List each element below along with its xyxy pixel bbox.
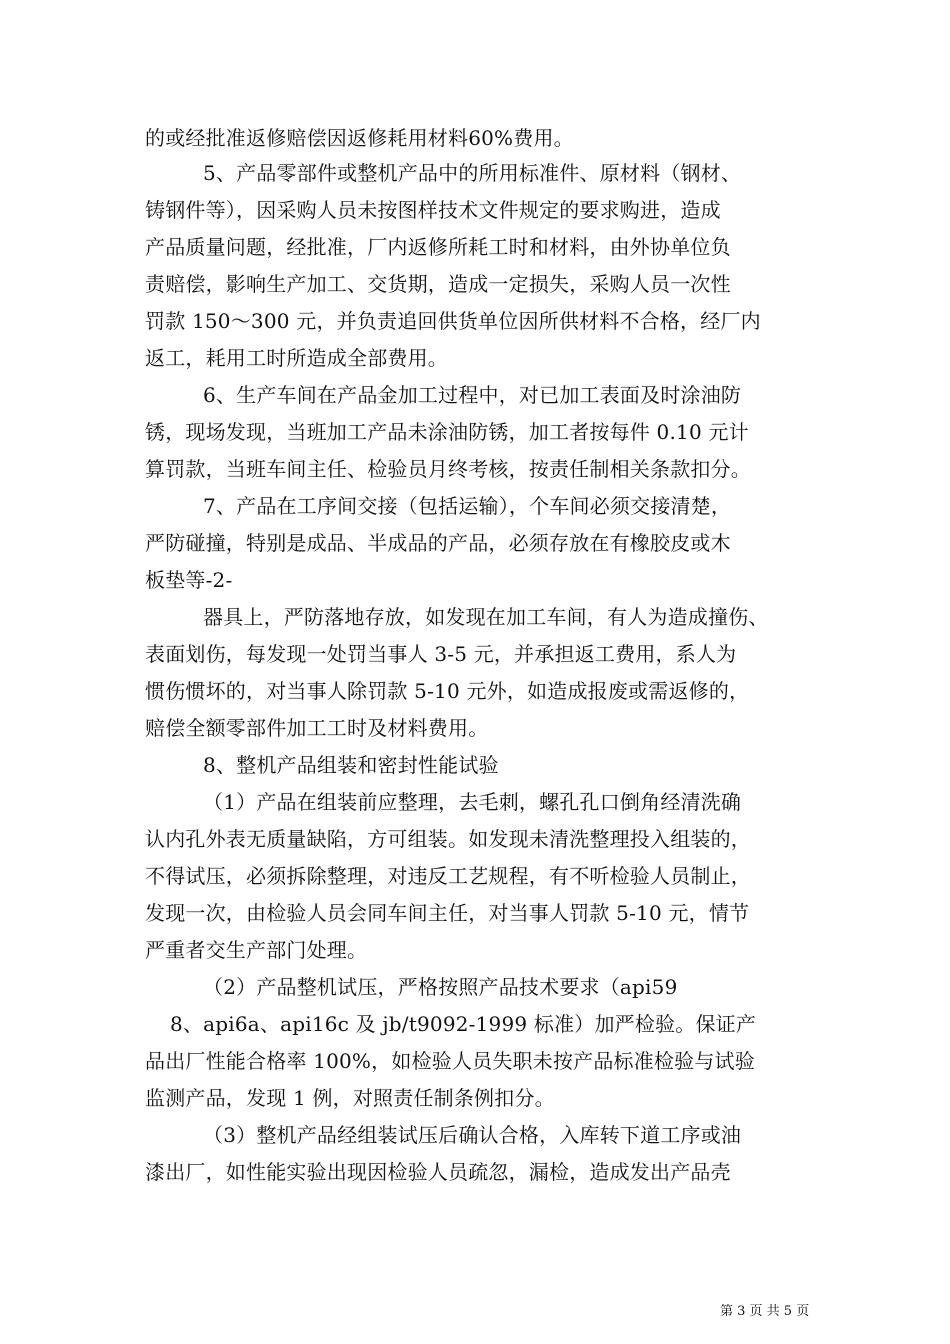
- text-line: 表面划伤，每发现一处罚当事人 3-5 元，并承担返工费用，系人为: [145, 642, 737, 666]
- text-line: 铸钢件等），因采购人员未按图样技术文件规定的要求购进，造成: [145, 198, 721, 222]
- text-line: （3）整机产品经组装试压后确认合格，入库转下道工序或油: [203, 1123, 742, 1147]
- text-line: 算罚款，当班车间主任、检验员月终考核，按责任制相关条款扣分。: [145, 457, 751, 481]
- text-line: 监测产品，发现 1 例，对照责任制条例扣分。: [145, 1086, 555, 1110]
- text-line: 严防碰撞，特别是成品、半成品的产品，必须存放在有橡胶皮或木: [145, 531, 731, 555]
- text-line: 赔偿全额零部件加工工时及材料费用。: [145, 716, 489, 740]
- text-line: 7、产品在工序间交接（包括运输），个车间必须交接清楚，: [203, 494, 732, 518]
- text-line: 不得试压，必须拆除整理，对违反工艺规程，有不听检验人员制止，: [145, 864, 751, 888]
- text-line: 发现一次，由检验人员会同车间主任，对当事人罚款 5-10 元，情节: [145, 901, 750, 925]
- text-line: 的或经批准返修赔偿因返修耗用材料60%费用。: [145, 126, 574, 150]
- text-line: 责赔偿，影响生产加工、交货期，造成一定损失，采购人员一次性: [145, 272, 731, 296]
- text-line: （1）产品在组装前应整理，去毛刺，螺孔孔口倒角经清洗确: [203, 790, 742, 814]
- text-line: 8、整机产品组装和密封性能试验: [203, 753, 499, 777]
- text-line: 返工，耗用工时所造成全部费用。: [145, 346, 448, 370]
- text-line: 板垫等-2-: [145, 568, 233, 592]
- text-line: 锈，现场发现，当班加工产品未涂油防锈，加工者按每件 0.10 元计: [145, 420, 749, 444]
- page-number: 第 3 页 共 5 页: [720, 1304, 810, 1319]
- text-line: 认内孔外表无质量缺陷，方可组装。如发现未清洗整理投入组装的，: [145, 827, 751, 851]
- text-line: 漆出厂，如性能实验出现因检验人员疏忽，漏检，造成发出产品壳: [145, 1160, 731, 1184]
- text-line: 产品质量问题，经批准，厂内返修所耗工时和材料，由外协单位负: [145, 235, 731, 259]
- text-line: 严重者交生产部门处理。: [145, 938, 368, 962]
- text-line: 器具上，严防落地存放，如发现在加工车间，有人为造成撞伤、: [203, 605, 769, 629]
- text-line: 惯伤惯坏的，对当事人除罚款 5-10 元外，如造成报废或需返修的，: [145, 679, 750, 703]
- text-line: （2）产品整机试压，严格按照产品技术要求（api59: [203, 975, 678, 999]
- text-line: 8、api6a、api16c 及 jb/t9092-1999 标准）加严检验。保证产: [170, 1012, 757, 1036]
- text-line: 品出厂性能合格率 100%，如检验人员失职未按产品标准检验与试验: [145, 1049, 755, 1073]
- text-line: 罚款 150～300 元，并负责追回供货单位因所供材料不合格，经厂内: [145, 309, 761, 333]
- text-line: 6、生产车间在产品金加工过程中，对已加工表面及时涂油防: [203, 383, 742, 407]
- text-line: 5、产品零部件或整机产品中的所用标准件、原材料（钢材、: [203, 161, 742, 185]
